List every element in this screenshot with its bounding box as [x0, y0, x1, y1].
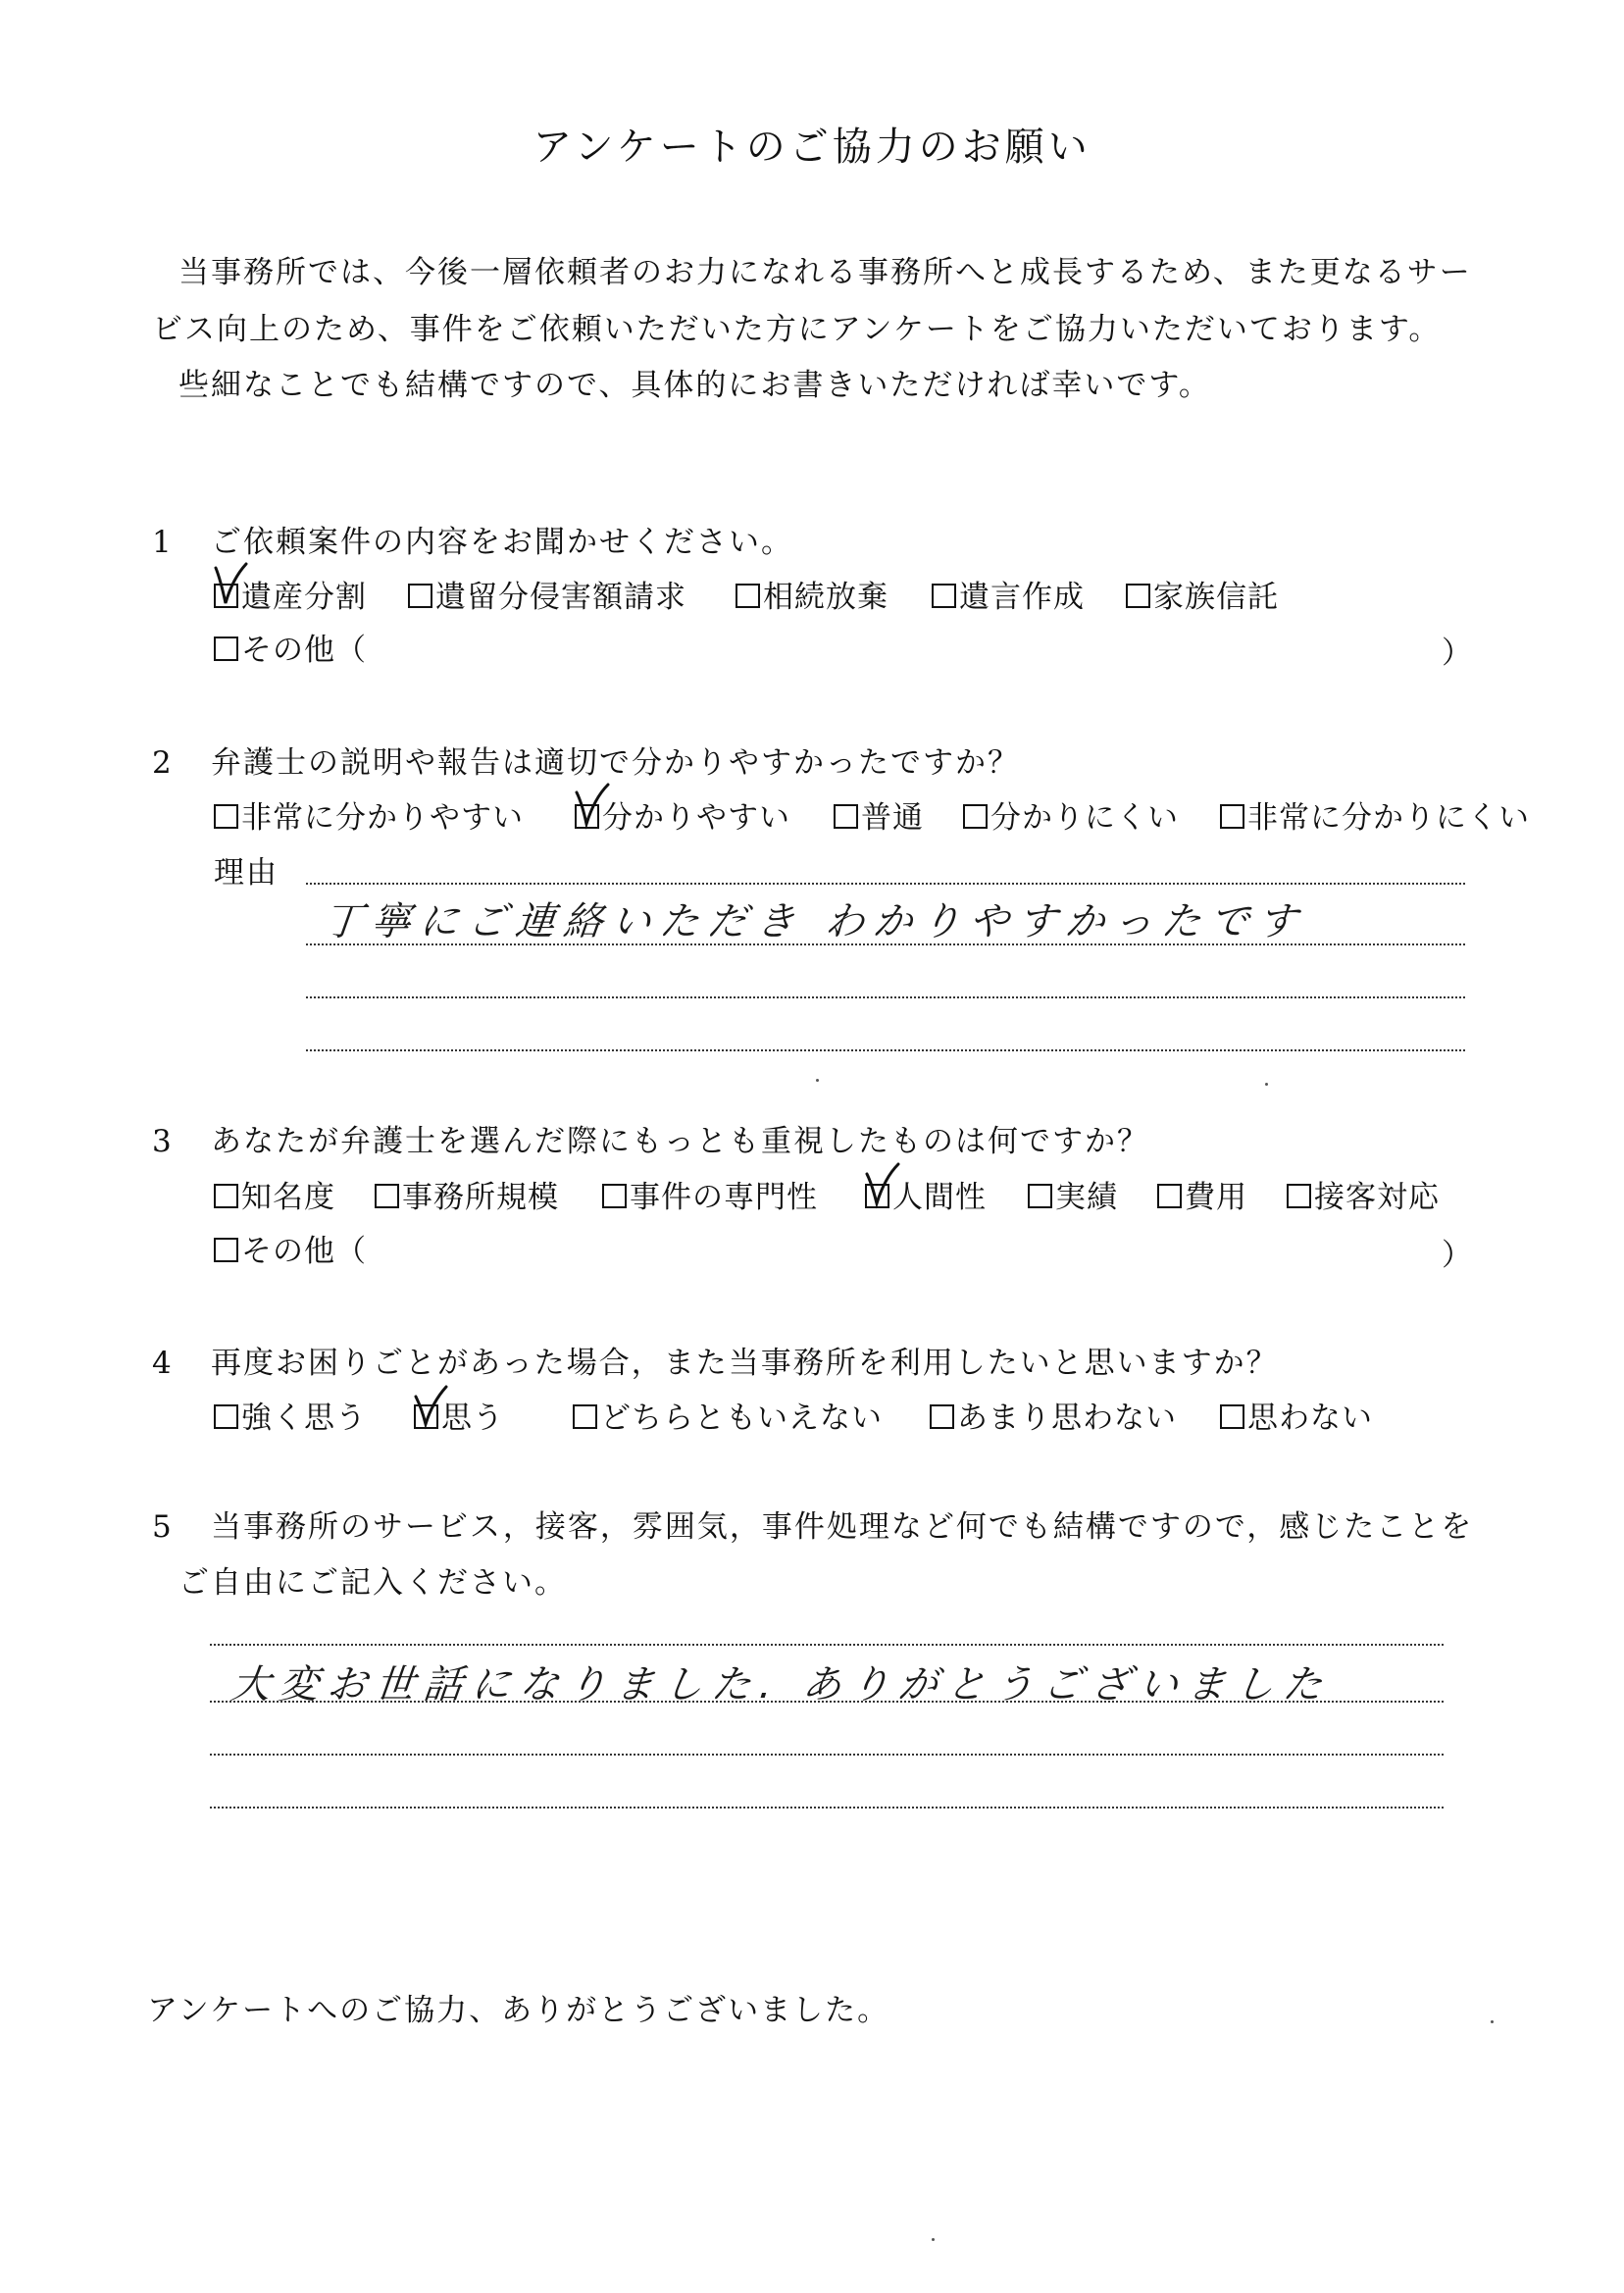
checkbox[interactable] [1220, 804, 1244, 829]
question-number: 1 [152, 525, 174, 560]
page-title: アンケートのご協力のお願い [533, 125, 1091, 170]
question-text: 弁護士の説明や報告は適切で分かりやすかったですか？ [211, 745, 1020, 781]
comment-line-1 [210, 1644, 1444, 1646]
option-label: 事件の専門性 [630, 1180, 818, 1215]
checkmark-icon [414, 1385, 449, 1430]
scan-speck [816, 1079, 819, 1082]
checkbox[interactable] [932, 584, 956, 608]
option-label: 遺産分割 [241, 580, 367, 615]
question-text: 当事務所のサービス，接客，雰囲気，事件処理など何でも結構ですので，感じたことを [211, 1509, 1474, 1545]
q1-option-2[interactable] [408, 572, 686, 616]
option-label: 事務所規模 [402, 1180, 559, 1215]
option-label: 家族信託 [1153, 580, 1279, 615]
option-label: 知名度 [241, 1180, 335, 1215]
checkmark-icon [865, 1164, 900, 1209]
option-label: 相続放棄 [763, 580, 888, 615]
checkbox[interactable] [930, 1404, 954, 1429]
question-4 [152, 1338, 1279, 1382]
comment-line-2 [210, 1701, 1444, 1703]
checkbox[interactable] [214, 804, 238, 829]
q4-option-5[interactable] [1220, 1393, 1373, 1437]
option-label: 費用 [1185, 1180, 1247, 1215]
checkbox[interactable] [214, 1184, 238, 1208]
reason-line-4 [306, 1049, 1465, 1051]
q4-option-4[interactable] [930, 1393, 1177, 1437]
q3-option-4[interactable] [865, 1172, 987, 1216]
question-5 [152, 1502, 1473, 1546]
option-label: 接客対応 [1314, 1180, 1440, 1215]
option-label: 非常に分かりにくい [1247, 800, 1530, 836]
q1-option-4[interactable] [932, 572, 1085, 616]
checkbox[interactable] [414, 1404, 438, 1429]
q1-other[interactable] [214, 625, 367, 669]
question-text: あなたが弁護士を選んだ際にもっとも重視したものは何ですか？ [211, 1124, 1149, 1159]
checkbox[interactable] [573, 1404, 597, 1429]
question-3 [152, 1116, 1149, 1160]
question-text: ご依頼案件の内容をお聞かせください。 [211, 525, 793, 560]
checkbox[interactable] [214, 1404, 238, 1429]
checkbox[interactable] [834, 804, 858, 829]
option-label: 分かりにくい [990, 800, 1179, 836]
checkbox[interactable] [963, 804, 988, 829]
closing-message: アンケートへのご協力、ありがとうございました。 [147, 1993, 890, 2028]
checkbox[interactable] [214, 637, 238, 661]
q2-option-1[interactable] [214, 792, 524, 837]
question-number: 3 [152, 1124, 174, 1159]
checkbox[interactable] [736, 584, 760, 608]
scan-speck [1491, 2020, 1494, 2023]
scan-speck [932, 2238, 935, 2241]
checkbox[interactable] [214, 584, 238, 608]
option-label: 思う [441, 1401, 504, 1436]
other-label: その他（ [241, 1234, 367, 1269]
scan-speck [1265, 1083, 1268, 1086]
q2-handwritten-answer[interactable]: 丁寧にご連絡いただき わかりやすかったです [321, 899, 1308, 944]
q3-option-7[interactable] [1287, 1172, 1440, 1216]
question-1 [152, 517, 793, 561]
q4-option-2[interactable] [414, 1393, 504, 1437]
q3-option-5[interactable] [1028, 1172, 1118, 1216]
checkmark-icon [214, 564, 249, 609]
checkbox[interactable] [1126, 584, 1150, 608]
q1-option-3[interactable] [736, 572, 888, 616]
option-label: 強く思う [241, 1401, 367, 1436]
reason-line-2 [306, 943, 1465, 945]
q3-option-1[interactable] [214, 1172, 335, 1216]
other-label: その他（ [241, 633, 367, 668]
q5-handwritten-answer[interactable]: 大変お世話になりました. ありがとうございました [228, 1662, 1334, 1707]
option-label: あまり思わない [957, 1401, 1177, 1436]
q1-option-5[interactable] [1126, 572, 1279, 616]
option-label: 非常に分かりやすい [241, 800, 524, 836]
checkbox[interactable] [1287, 1184, 1311, 1208]
option-label: 遺言作成 [959, 580, 1085, 615]
question-number: 4 [152, 1346, 174, 1381]
option-label: 人間性 [892, 1180, 987, 1215]
option-label: 実績 [1055, 1180, 1118, 1215]
comment-line-4 [210, 1807, 1444, 1809]
comment-line-3 [210, 1754, 1444, 1756]
q3-option-2[interactable] [375, 1172, 559, 1216]
q1-option-1[interactable] [214, 572, 367, 616]
question-5-line-2: ご自由にご記入ください。 [178, 1565, 567, 1601]
option-label: 遺留分侵害額請求 [435, 580, 686, 615]
checkbox[interactable] [408, 584, 432, 608]
intro-line-3: 些細なことでも結構ですので、具体的にお書きいただければ幸いです。 [178, 368, 1211, 403]
checkbox[interactable] [1028, 1184, 1052, 1208]
intro-line-1: 当事務所では、今後一層依頼者のお力になれる事務所へと成長するため、また更なるサー [178, 255, 1472, 290]
q4-option-3[interactable] [573, 1393, 883, 1437]
option-label: 普通 [861, 800, 924, 836]
checkbox[interactable] [602, 1184, 627, 1208]
q2-option-2[interactable] [575, 792, 790, 837]
q2-option-5[interactable] [1220, 792, 1530, 837]
reason-line-1 [306, 883, 1465, 885]
question-text: 再度お困りごとがあった場合，また当事務所を利用したいと思いますか？ [211, 1346, 1279, 1381]
checkbox[interactable] [375, 1184, 399, 1208]
question-number: 2 [152, 745, 174, 781]
reason-line-3 [306, 996, 1465, 998]
question-number: 5 [152, 1509, 174, 1545]
q3-option-3[interactable] [602, 1172, 818, 1216]
checkbox[interactable] [575, 804, 599, 829]
option-label: 思わない [1247, 1401, 1373, 1436]
checkbox[interactable] [214, 1238, 238, 1262]
q2-option-3[interactable] [834, 792, 924, 837]
option-label: 分かりやすい [602, 800, 790, 836]
q3-other-close-paren: ） [1442, 1238, 1472, 1273]
checkbox[interactable] [1157, 1184, 1182, 1208]
q1-other-close-paren: ） [1442, 636, 1472, 671]
question-2 [152, 738, 1020, 782]
q2-option-4[interactable] [963, 792, 1179, 837]
checkbox[interactable] [865, 1184, 889, 1208]
q4-option-1[interactable] [214, 1393, 367, 1437]
reason-label: 理由 [214, 855, 279, 891]
checkbox[interactable] [1220, 1404, 1244, 1429]
q3-other[interactable] [214, 1226, 367, 1270]
option-label: どちらともいえない [600, 1401, 883, 1436]
q3-option-6[interactable] [1157, 1172, 1247, 1216]
checkmark-icon [575, 785, 610, 830]
intro-line-2: ビス向上のため、事件をご依頼いただいた方にアンケートをご協力いただいております。 [152, 312, 1442, 347]
